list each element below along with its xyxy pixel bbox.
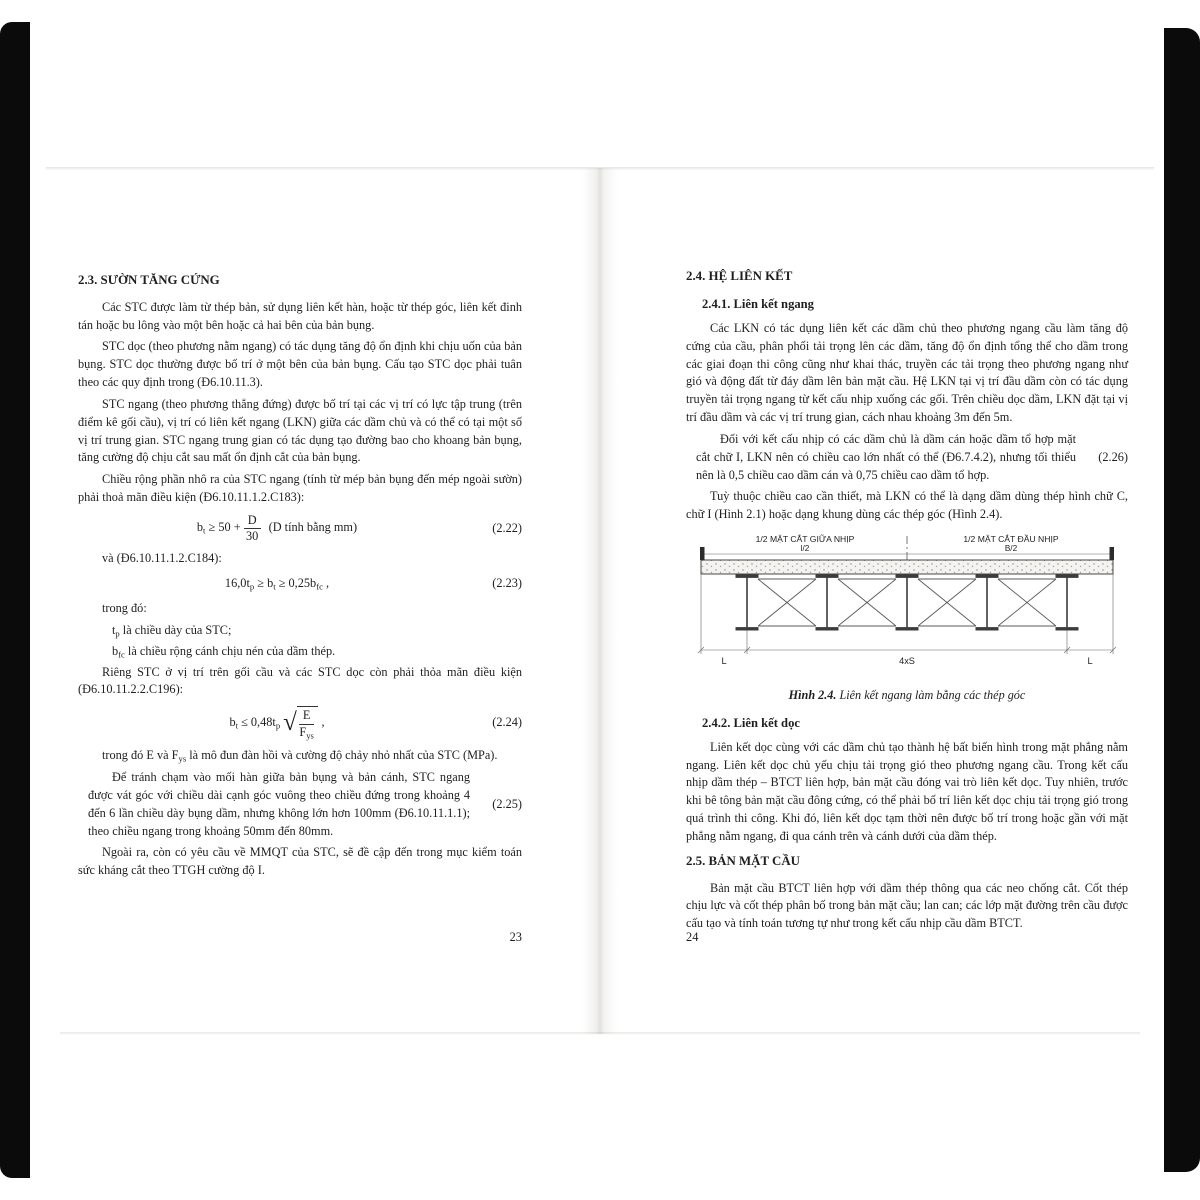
page-23-column <box>78 271 522 884</box>
equation-body: 16,0tp ≥ bt ≥ 0,25bfc , <box>224 576 330 592</box>
equation-lead: bt ≤ 0,48tp <box>229 715 281 731</box>
paragraph-with-eq-number <box>78 769 522 840</box>
section-2-5-heading: 2.5. BẢN MẶT CẦU <box>686 853 800 868</box>
definition-tp: tp là chiều dày của STC; <box>112 622 232 639</box>
section-2-4-1-heading: 2.4.1. Liên kết ngang <box>702 296 814 311</box>
page-number-23: 23 <box>509 930 522 944</box>
fraction-denominator: 30 <box>246 529 259 544</box>
figure-label-midspan: 1/2 MẶT CẮT GIỮA NHỊP <box>755 534 855 545</box>
radical-sign: √ <box>283 708 297 736</box>
figure-caption-label: Hình 2.4. <box>788 687 837 702</box>
figure-caption <box>686 687 1128 705</box>
dimension-4xS: 4xS <box>899 656 915 667</box>
right-parapet <box>1110 547 1115 560</box>
paragraph: STC ngang (theo phương thẳng đứng) được bố trí tại các vị trí có lực tập trung (trên điểm kê gối cầu), vị trí có liên kết ngang (LKN) giữa các dầm chủ và có thể có tại một số vị trí trung gian. STC ngang trung gian có tác dụng tạo đường bao cho khoang bản bụng, tăng cường độ chịu cắt sau mất ổn định cắt của bản bụng. <box>78 396 522 465</box>
page-24-column <box>686 267 1128 937</box>
equation-lead: bt ≥ 50 + <box>196 520 244 536</box>
book-edge-right <box>1164 28 1200 1172</box>
bridge-cross-section-diagram <box>687 532 1127 678</box>
paragraph: Tuỳ thuộc chiều cao cần thiết, mà LKN có thể là dạng dầm dùng thép hình chữ C, chữ I (Hình 2.1) hoặc dạng khung dùng các thép góc (Hình 2.4). <box>686 489 1128 522</box>
paragraph: Bản mặt cầu BTCT liên hợp với dầm thép thông qua các neo chống cắt. Cốt thép chịu lực và cốt thép phân bố trong bản mặt cầu; lan can; các lớp mặt đường trên cầu được cấu tạo và tính toán tương tự như trong kết cấu nhịp cầu dầm BTCT. <box>686 880 1128 931</box>
square-root <box>283 706 318 740</box>
equation-2-22 <box>78 514 522 544</box>
figure-caption-text: Liên kết ngang làm bằng các thép góc <box>836 687 1026 702</box>
paragraph: trong đó: <box>102 601 147 616</box>
equation-number: (2.22) <box>492 520 522 535</box>
figure-2-4 <box>686 532 1128 684</box>
equation-number: (2.25) <box>492 796 522 811</box>
equation-number: (2.23) <box>492 576 522 591</box>
paragraph-text: Đối với kết cấu nhịp có các dầm chủ là dầm cán hoặc dầm tổ hợp mặt cắt chữ I, LKN nên có chiều cao lớn nhất có thể (Đ6.7.4.2), nhưng tối thiểu nên là 0,5 chiều cao dầm cán và 0,75 chiều cao dầm tổ hợp. <box>696 431 1076 482</box>
equation-2-24 <box>78 706 522 740</box>
section-2-3-heading: 2.3. SƯỜN TĂNG CỨNG <box>78 273 220 287</box>
equation-number: (2.24) <box>492 715 522 730</box>
paragraph: Riêng STC ở vị trí trên gối cầu và các STC dọc còn phải thỏa mãn điều kiện (Đ6.10.11.2.2.C196): <box>78 664 522 697</box>
fraction-numerator: E <box>299 709 315 724</box>
equation-body <box>78 706 476 740</box>
figure-label-endspan: 1/2 MẶT CẮT ĐẦU NHỊP <box>963 534 1059 545</box>
section-2-4-heading: 2.4. HỆ LIÊN KẾT <box>686 269 793 283</box>
dimension-L-right: L <box>1087 656 1093 667</box>
paragraph-with-eq-number <box>686 431 1128 484</box>
spine-gutter <box>582 168 618 1034</box>
paragraph: Các STC được làm từ thép bản, sử dụng liên kết hàn, hoặc từ thép góc, liên kết đinh tán hoặc bu lông vào một bên hoặc cả hai bên của bản bụng. <box>78 299 522 332</box>
equation-number: (2.26) <box>1098 449 1128 464</box>
equation-note: (D tính bằng mm) <box>268 520 358 535</box>
dimension-L-left: L <box>721 656 727 667</box>
page-number-24: 24 <box>686 930 699 944</box>
dimension-half-right: B/2 <box>1004 544 1018 554</box>
paragraph: Các LKN có tác dụng liên kết các dầm chủ theo phương ngang cầu làm tăng độ cứng của cầu, phân phối tải trọng lên các dầm, tăng độ ổn định tổng thể cho dầm trong các giai đoạn thi công cũng như khai thác, truyền các tải trọng theo phương ngang như gió và động đất từ đáy dầm lên bản mặt cầu. Hệ LKN tại vị trí đầu dầm còn có tác dụng truyền tải trọng ngang từ kết cấu nhịp xuống các gối. Trên chiều dọc dầm, LKN đặt tại vị trí đầu dầm và các vị trí trung gian, cách nhau khoảng 3m đến 5m. <box>686 320 1128 425</box>
equation-body <box>78 514 476 544</box>
paragraph: STC dọc (theo phương nằm ngang) có tác dụng tăng độ ổn định khi chịu uốn của bản bụng. STC dọc thường được bố trí ở một bên của bản bụng. Cấu tạo STC dọc phải tuân theo các quy định trong (Đ6.10.11.3). <box>78 339 522 390</box>
left-parapet <box>700 547 705 560</box>
deck-slab <box>701 560 1113 574</box>
fraction <box>244 514 261 544</box>
fraction-denominator: Fys <box>299 724 314 740</box>
equation-tail: , <box>318 715 325 730</box>
paragraph: Ngoài ra, còn có yêu cầu về MMQT của STC, sẽ đề cập đến trong mục kiểm toán sức kháng cắt theo TTGH cường độ I. <box>78 845 522 878</box>
equation-2-23 <box>78 575 522 593</box>
dimension-half-left: l/2 <box>800 544 810 554</box>
paragraph: Chiều rộng phần nhô ra của STC ngang (tính từ mép bản bụng đến mép ngoài sườn) phải thoả mãn điều kiện (Đ6.10.11.1.2.C183): <box>78 472 522 504</box>
fraction <box>299 709 315 740</box>
paragraph: và (Đ6.10.11.1.2.C184): <box>102 551 222 566</box>
radicand <box>297 706 319 740</box>
book-edge-left <box>0 22 30 1178</box>
paragraph: trong đó E và Fys là mô đun đàn hồi và cường độ chảy nhỏ nhất của STC (MPa). <box>102 748 498 764</box>
section-2-4-2-heading: 2.4.2. Liên kết dọc <box>702 715 800 730</box>
fraction-numerator: D <box>244 514 261 529</box>
paragraph-text: Để tránh chạm vào mối hàn giữa bản bụng và bản cánh, STC ngang được vát góc với chiều dài cạnh góc vuông theo chiều đứng trong khoảng 4 đến 6 lần chiều dày bụng dầm, nhưng không lớn hơn 100mm (Đ6.10.11.1.1); theo chiều ngang trong khoảng 50mm đến 80mm. <box>88 770 470 838</box>
definition-bfc: bfc là chiều rộng cánh chịu nén của dầm thép. <box>112 643 336 660</box>
paragraph: Liên kết dọc cùng với các dầm chủ tạo thành hệ bất biến hình trong mặt phẳng nằm ngang. Liên kết dọc chủ yếu chịu tải trọng gió theo phương ngang cầu. Trong kết cấu nhịp dầm thép – BTCT liên hợp, bản mặt cầu đóng vai trò liên kết dọc. Tuy nhiên, trước khi bê tông bản mặt cầu đông cứng, có thể phải bố trí liên kết dọc chịu tải trọng gió trong quá trình thi công. Khi đó, liên kết dọc tạm thời nên được bố trí trong hoặc gần với mặt phẳng nằm ngang, đi qua cánh trên và cánh dưới của dầm thép. <box>686 739 1128 843</box>
